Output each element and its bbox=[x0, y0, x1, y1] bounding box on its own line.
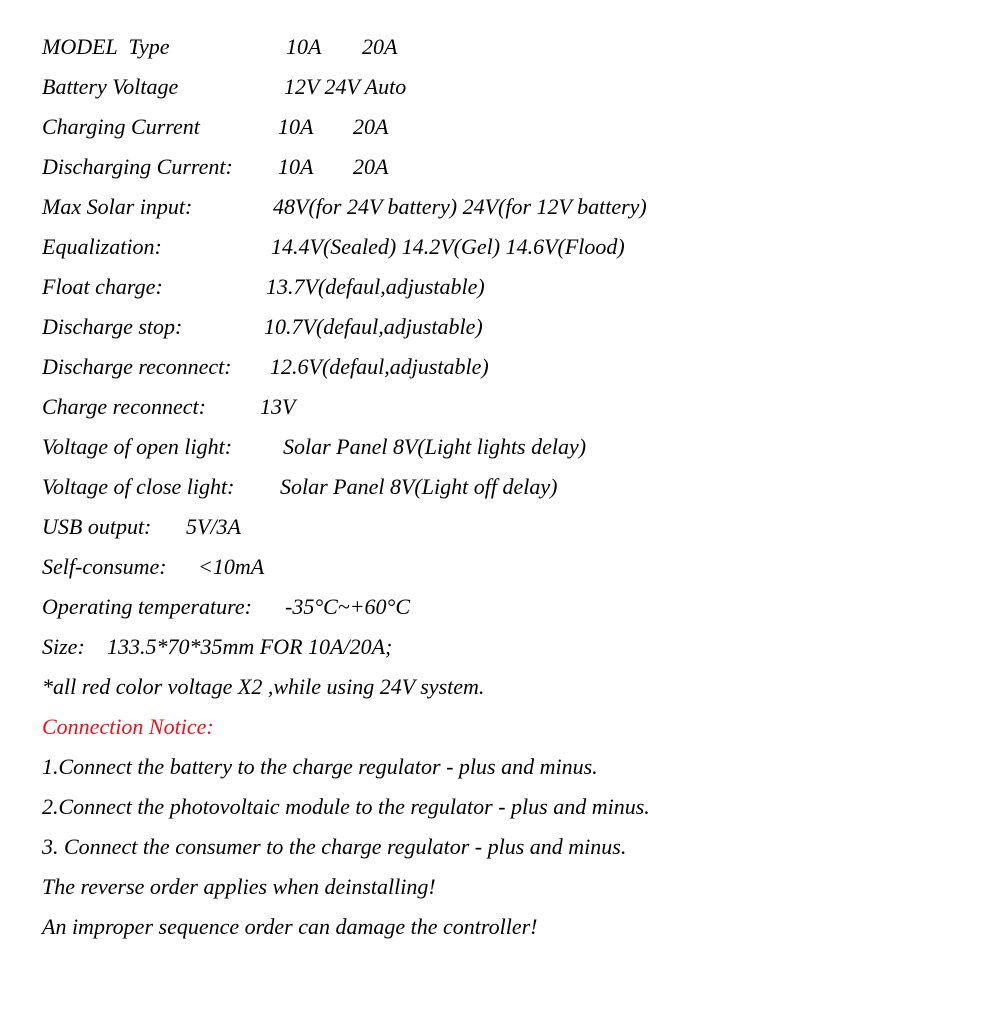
notice-step-text: The reverse order applies when deinstalling! bbox=[42, 874, 436, 899]
connection-notice-heading bbox=[42, 707, 982, 747]
spec-document bbox=[42, 27, 982, 947]
equalization-label: Equalization: bbox=[42, 234, 162, 259]
spec-row-discharge-reconnect bbox=[42, 347, 982, 387]
max-solar-label: Max Solar input: bbox=[42, 194, 193, 219]
notice-heading-text: Connection Notice: bbox=[42, 714, 214, 739]
battery-voltage-value: 12V 24V Auto bbox=[284, 74, 407, 99]
self-consume-value: <10mA bbox=[198, 554, 265, 579]
charge-reconnect-label: Charge reconnect: bbox=[42, 394, 206, 419]
open-light-label: Voltage of open light: bbox=[42, 434, 233, 459]
spec-row-operating-temp bbox=[42, 587, 982, 627]
operating-temp-label: Operating temperature: bbox=[42, 594, 252, 619]
charging-current-20a: 20A bbox=[353, 114, 389, 139]
size-label: Size: bbox=[42, 634, 85, 659]
notice-step-3 bbox=[42, 827, 982, 867]
spec-row-size bbox=[42, 627, 982, 667]
spec-row-close-light bbox=[42, 467, 982, 507]
battery-voltage-label: Battery Voltage bbox=[42, 74, 179, 99]
charging-current-10a: 10A bbox=[278, 114, 314, 139]
spec-row-charge-reconnect bbox=[42, 387, 982, 427]
discharge-reconnect-label: Discharge reconnect: bbox=[42, 354, 232, 379]
discharge-reconnect-value: 12.6V(defaul,adjustable) bbox=[270, 354, 489, 379]
open-light-value: Solar Panel 8V(Light lights delay) bbox=[283, 434, 587, 459]
close-light-label: Voltage of close light: bbox=[42, 474, 235, 499]
self-consume-label: Self-consume: bbox=[42, 554, 167, 579]
operating-temp-value: -35°C~+60°C bbox=[285, 594, 411, 619]
notice-reverse-order bbox=[42, 867, 982, 907]
notice-step-text: 2.Connect the photovoltaic module to the regulator - plus and minus. bbox=[42, 794, 650, 819]
spec-row-self-consume bbox=[42, 547, 982, 587]
notice-step-text: An improper sequence order can damage the controller! bbox=[42, 914, 538, 939]
model-20a: 20A bbox=[362, 34, 398, 59]
max-solar-value: 48V(for 24V battery) 24V(for 12V battery) bbox=[273, 194, 647, 219]
discharging-current-20a: 20A bbox=[353, 154, 389, 179]
equalization-value: 14.4V(Sealed) 14.2V(Gel) 14.6V(Flood) bbox=[271, 234, 625, 259]
spec-row-float-charge bbox=[42, 267, 982, 307]
discharge-stop-value: 10.7V(defaul,adjustable) bbox=[264, 314, 483, 339]
spec-row-equalization bbox=[42, 227, 982, 267]
close-light-value: Solar Panel 8V(Light off delay) bbox=[280, 474, 558, 499]
notice-step-1 bbox=[42, 747, 982, 787]
spec-row-battery-voltage bbox=[42, 67, 982, 107]
float-charge-value: 13.7V(defaul,adjustable) bbox=[266, 274, 485, 299]
size-value: 133.5*70*35mm FOR 10A/20A; bbox=[107, 634, 393, 659]
spec-row-max-solar bbox=[42, 187, 982, 227]
float-charge-label: Float charge: bbox=[42, 274, 163, 299]
charge-reconnect-value: 13V bbox=[260, 394, 296, 419]
spec-row-usb bbox=[42, 507, 982, 547]
spec-row-model bbox=[42, 27, 982, 67]
notice-warning bbox=[42, 907, 982, 947]
notice-step-2 bbox=[42, 787, 982, 827]
spec-row-discharge-stop bbox=[42, 307, 982, 347]
spec-row-open-light bbox=[42, 427, 982, 467]
discharge-stop-label: Discharge stop: bbox=[42, 314, 183, 339]
model-10a: 10A bbox=[286, 34, 322, 59]
model-label: MODEL Type bbox=[42, 34, 170, 59]
discharging-current-10a: 10A bbox=[278, 154, 314, 179]
note-text: *all red color voltage X2 ,while using 24V system. bbox=[42, 674, 485, 699]
charging-current-label: Charging Current bbox=[42, 114, 200, 139]
spec-row-charging-current bbox=[42, 107, 982, 147]
spec-row-discharging-current bbox=[42, 147, 982, 187]
usb-label: USB output: bbox=[42, 514, 152, 539]
spec-note bbox=[42, 667, 982, 707]
usb-value: 5V/3A bbox=[186, 514, 241, 539]
notice-step-text: 1.Connect the battery to the charge regulator - plus and minus. bbox=[42, 754, 598, 779]
notice-step-text: 3. Connect the consumer to the charge regulator - plus and minus. bbox=[42, 834, 627, 859]
discharging-current-label: Discharging Current: bbox=[42, 154, 233, 179]
